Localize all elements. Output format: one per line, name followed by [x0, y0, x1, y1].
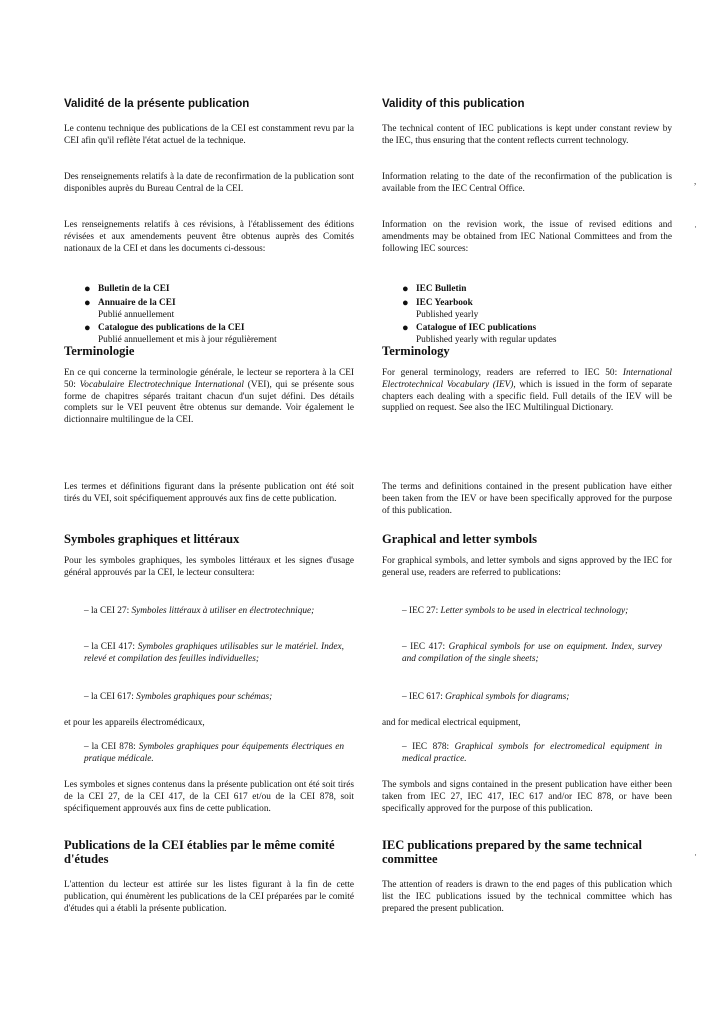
- terminology-paragraph-2-en: The terms and definitions contained in the present publication have either been taken from the IEV or have been specifically approved for the purpose of this publication.: [382, 482, 672, 516]
- symbols-item-iec878-en: – IEC 878: Graphical symbols for electromedical equipment in medical practice.: [402, 742, 662, 764]
- scan-mark: ,: [694, 176, 697, 186]
- symbols-paragraph-3-en: The symbols and signs contained in the present publication have either been taken from IEC 27, IEC 417, IEC 617 and/or IEC 878, or have been specifically approved for the purpose of this publication.: [382, 780, 672, 814]
- terminology-paragraph-1-fr: En ce qui concerne la terminologie générale, le lecteur se reportera à la CEI 50: Vocabulaire Electrotechnique International (VEI), qui se présente sous forme de chapitres séparés traitant chacun d'un sujet défini. Des détails complets sur le VEI peuvent être obtenus sur demande. Voir également le dictionnaire multilingue de la CEI.: [64, 368, 354, 426]
- sources-list-en: [382, 284, 672, 347]
- symbols-item-iec27-en: – IEC 27: Letter symbols to be used in electrical technology;: [402, 606, 629, 616]
- list-item: ● IEC Bulletin: [402, 283, 467, 295]
- bullet-icon: ●: [402, 283, 409, 295]
- list-item: ● Bulletin de la CEI: [84, 283, 170, 295]
- symbols-item-iec878-fr: – la CEI 878: Symboles graphiques pour équipements électriques en pratique médicale.: [84, 742, 344, 764]
- symbols-item-iec417-en: – IEC 417: Graphical symbols for use on equipment. Index, survey and compilation of the single sheets;: [402, 642, 662, 664]
- bullet-icon: ●: [84, 283, 91, 295]
- validity-paragraph-3-fr: Les renseignements relatifs à ces révisions, à l'établissement des éditions révisées et aux amendements peuvent être obtenus auprès des Comités nationaux de la CEI et dans les documents ci-dessous:: [64, 220, 354, 254]
- validity-paragraph-3-en: Information on the revision work, the issue of revised editions and amendments may be obtained from IEC National Committees and from the following IEC sources:: [382, 220, 672, 254]
- list-item: ● IEC Yearbook Published yearly: [402, 296, 479, 320]
- validity-heading-en: Validity of this publication: [382, 98, 525, 110]
- terminology-heading-fr: Terminologie: [64, 344, 135, 358]
- terminology-paragraph-1-en: For general terminology, readers are referred to IEC 50: International Electrotechnical Vocabulary (IEV), which is issued in the form of separate chapters each dealing with a specific field. Full details of the IEV will be supplied on request. See also the IEC Multilingual Dictionary.: [382, 368, 672, 414]
- symbols-paragraph-3-fr: Les symboles et signes contenus dans la présente publication ont été soit tirés de la CEI 27, de la CEI 417, de la CEI 617 et/ou de la CEI 878, soit spécifiquement approuvés aux fins de cette publication.: [64, 780, 354, 814]
- list-item: ● Annuaire de la CEI Publié annuellement: [84, 296, 176, 320]
- symbols-paragraph-1-en: For graphical symbols, and letter symbols and signs approved by the IEC for general use, readers are referred to publications:: [382, 556, 672, 578]
- symbols-paragraph-1-fr: Pour les symboles graphiques, les symboles littéraux et les signes d'usage général approuvés par la CEI, le lecteur consultera:: [64, 556, 354, 578]
- publications-heading-fr: Publications de la CEI établies par le même comité d'études: [64, 838, 335, 867]
- scan-mark: ·: [694, 850, 697, 860]
- symbols-paragraph-2-en: and for medical electrical equipment,: [382, 718, 521, 728]
- bullet-icon: ●: [84, 322, 91, 335]
- validity-paragraph-1-en: The technical content of IEC publications is kept under constant review by the IEC, thus ensuring that the content reflects current technology.: [382, 124, 672, 146]
- validity-paragraph-2-fr: Des renseignements relatifs à la date de reconfirmation de la publication sont disponibles auprès du Bureau Central de la CEI.: [64, 172, 354, 194]
- publications-paragraph-en: The attention of readers is drawn to the end pages of this publication which list the IEC publications issued by the technical committee which has prepared the present publication.: [382, 880, 672, 914]
- bullet-icon: ●: [402, 322, 409, 335]
- scan-mark: ·: [694, 222, 697, 232]
- validity-heading-fr: Validité de la présente publication: [64, 98, 250, 110]
- symbols-heading-en: Graphical and letter symbols: [382, 532, 537, 546]
- sources-list-fr: [64, 284, 354, 347]
- bullet-icon: ●: [84, 296, 91, 309]
- list-item: ● Catalogue des publications de la CEI Publié annuellement et mis à jour régulièrement: [84, 322, 277, 346]
- terminology-heading-en: Terminology: [382, 344, 450, 358]
- terminology-paragraph-2-fr: Les termes et définitions figurant dans la présente publication ont été soit tirés du VEI, soit spécifiquement approuvés aux fins de cette publication.: [64, 482, 354, 504]
- symbols-item-iec417-fr: – la CEI 417: Symboles graphiques utilisables sur le matériel. Index, relevé et compilation des feuilles individuelles;: [84, 642, 344, 664]
- validity-paragraph-2-en: Information relating to the date of the reconfirmation of the publication is available from the IEC Central Office.: [382, 172, 672, 194]
- list-item: ● Catalogue of IEC publications Published yearly with regular updates: [402, 322, 557, 346]
- symbols-item-iec617-en: – IEC 617: Graphical symbols for diagrams;: [402, 692, 570, 702]
- symbols-item-iec27-fr: – la CEI 27: Symboles littéraux à utiliser en électrotechnique;: [84, 606, 315, 616]
- symbols-item-iec617-fr: – la CEI 617: Symboles graphiques pour schémas;: [84, 692, 273, 702]
- bullet-icon: ●: [402, 296, 409, 309]
- publications-paragraph-fr: L'attention du lecteur est attirée sur les listes figurant à la fin de cette publication, qui énumèrent les publications de la CEI préparées par le comité d'études qui a établi la présente publication.: [64, 880, 354, 914]
- validity-paragraph-1-fr: Le contenu technique des publications de la CEI est constamment revu par la CEI afin qu'il reflète l'état actuel de la technique.: [64, 124, 354, 146]
- symbols-heading-fr: Symboles graphiques et littéraux: [64, 532, 240, 546]
- symbols-paragraph-2-fr: et pour les appareils électromédicaux,: [64, 718, 205, 728]
- publications-heading-en: IEC publications prepared by the same technical committee: [382, 838, 642, 867]
